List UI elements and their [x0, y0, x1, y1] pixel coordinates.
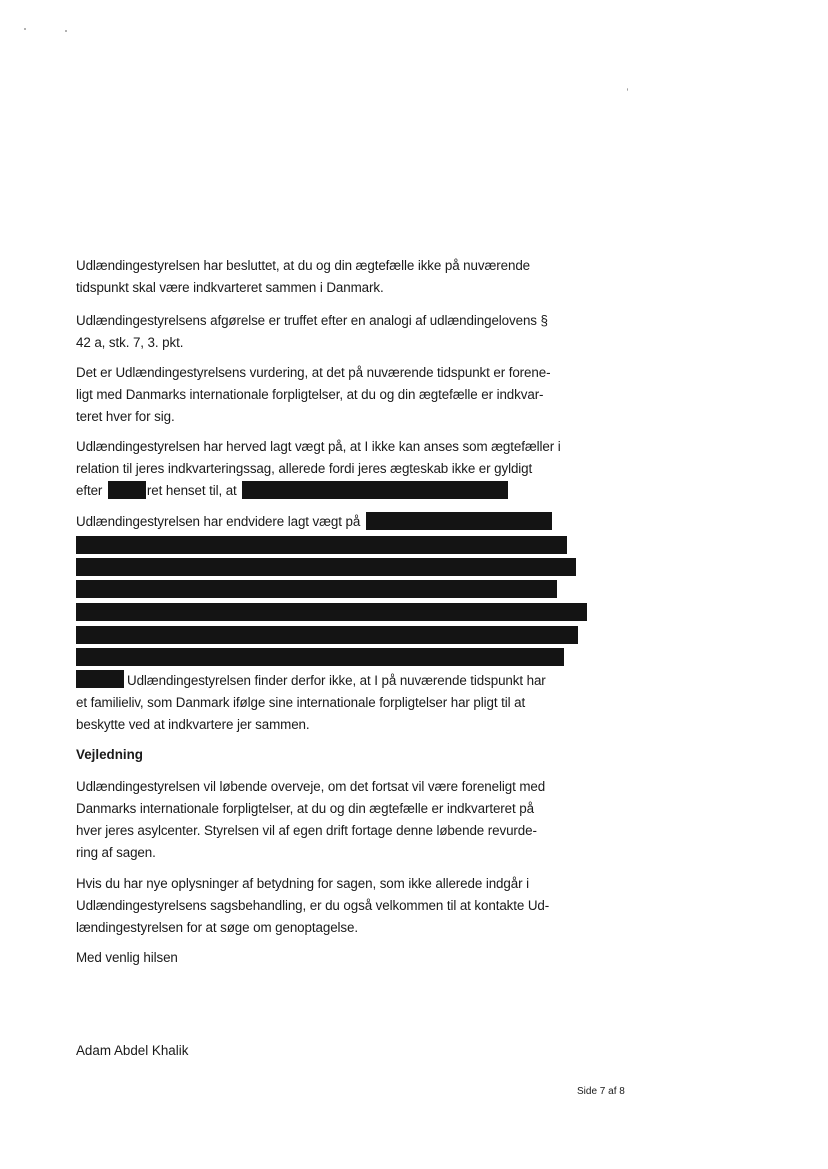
text-line-with-redactions — [76, 511, 596, 533]
closing-greeting — [76, 947, 596, 969]
text-fragment: Udlændingestyrelsen finder derfor ikke, at I på nuværende tidspunkt har — [127, 673, 546, 688]
paragraph-guidance — [76, 776, 596, 864]
text-line: ring af sagen. — [76, 845, 156, 860]
text-line: teret hver for sig. — [76, 409, 175, 424]
text-line: Hvis du har nye oplysninger af betydning for sagen, som ikke allerede indgår i — [76, 876, 529, 891]
text-line: Udlændingestyrelsen har besluttet, at du og din ægtefælle ikke på nuværende — [76, 258, 531, 273]
signature-name: Adam Abdel Khalik — [76, 1043, 189, 1058]
text-line: hver jeres asylcenter. Styrelsen vil af egen drift fortage denne løbende revurde- — [76, 823, 537, 838]
scan-speck — [24, 28, 26, 30]
text-line: Udlændingestyrelsens afgørelse er truffet efter en analogi af udlændingelovens § — [76, 313, 548, 328]
text-fragment: efter — [76, 483, 103, 498]
text-line: ligt med Danmarks internationale forpligtelser, at du og din ægtefælle er indkvar- — [76, 387, 544, 402]
text-fragment: ret henset til, at — [146, 483, 237, 498]
redaction-block — [366, 512, 552, 530]
page-number: Side 7 af 8 — [577, 1086, 625, 1097]
text-line: et familieliv, som Danmark ifølge sine internationale forpligtelser har pligt til at — [76, 695, 526, 710]
section-heading: Vejledning — [76, 747, 143, 762]
scan-speck — [627, 88, 628, 91]
paragraph-assessment — [76, 362, 596, 428]
paragraph-decision — [76, 255, 596, 299]
text-fragment: Udlændingestyrelsen har endvidere lagt vægt på — [76, 514, 361, 529]
redaction-block — [76, 580, 557, 598]
text-line: lændingestyrelsen for at søge om genoptagelse. — [76, 920, 358, 935]
text-line — [76, 670, 596, 692]
text-line: Med venlig hilsen — [76, 950, 178, 965]
text-line: Danmarks internationale forpligtelser, at du og din ægtefælle er indkvarteret på — [76, 801, 534, 816]
text-line: 42 a, stk. 7, 3. pkt. — [76, 335, 184, 350]
paragraph-further-reasoning — [76, 511, 596, 533]
text-line: beskytte ved at indkvartere jer sammen. — [76, 717, 310, 732]
text-line: Udlændingestyrelsen vil løbende overveje, om det fortsat vil være foreneligt med — [76, 779, 546, 794]
paragraph-legal-basis — [76, 310, 596, 354]
text-line: Det er Udlændingestyrelsens vurdering, at det på nuværende tidspunkt er forene- — [76, 365, 551, 380]
paragraph-reasoning — [76, 436, 596, 502]
text-line: relation til jeres indkvarteringssag, allerede fordi jeres ægteskab ikke er gyldigt — [76, 461, 533, 476]
redaction-block — [242, 481, 508, 499]
paragraph-new-information — [76, 873, 596, 939]
text-line: tidspunkt skal være indkvarteret sammen i Danmark. — [76, 280, 384, 295]
redaction-block — [76, 558, 576, 576]
redaction-block — [76, 626, 578, 644]
text-line: Udlændingestyrelsens sagsbehandling, er du også velkommen til at kontakte Ud- — [76, 898, 550, 913]
text-line-with-redactions — [76, 480, 596, 502]
redaction-block — [108, 481, 146, 499]
redaction-block — [76, 603, 587, 621]
paragraph-conclusion — [76, 670, 596, 736]
scan-speck — [65, 30, 67, 32]
redaction-block — [76, 536, 567, 554]
redaction-block — [76, 648, 564, 666]
text-line: Udlændingestyrelsen har herved lagt vægt på, at I ikke kan anses som ægtefæller i — [76, 439, 561, 454]
